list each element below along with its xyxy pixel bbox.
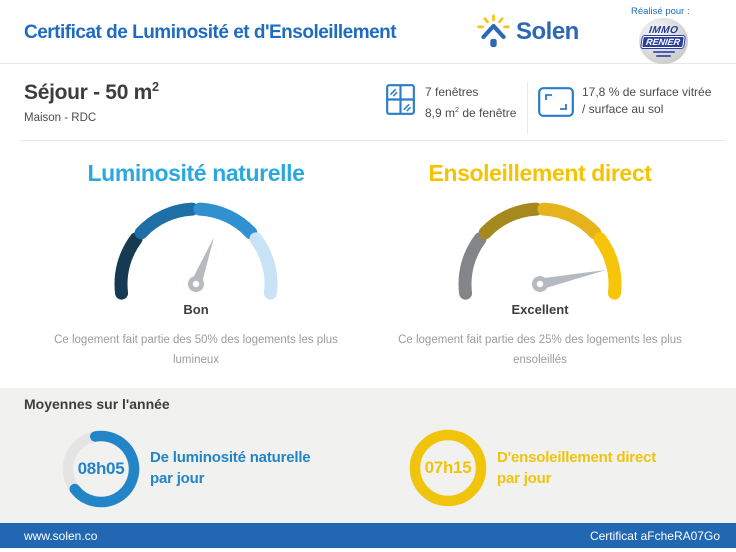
badge-renier-text: RENIER [642,36,686,48]
sunlight-rating: Excellent [511,302,569,317]
client-badge-logo [639,18,688,64]
badge-immo-text: IMMO [648,24,679,36]
certificate-id: Certificat aFcheRA07Go [589,528,720,543]
sunlight-description: Ce logement fait partie des 25% des logements les plus ensoleillés [398,334,682,366]
luminosity-gauge-title: Luminosité naturelle [87,160,305,186]
realized-for-label: Réalisé pour : [631,6,690,17]
solen-logo [477,14,579,49]
luminosity-description: Ce logement fait partie des 50% des logements les plus lumineux [54,334,338,366]
badge-decorative-line [653,51,675,53]
horizontal-divider [20,140,726,141]
solen-brand-name: Solen [516,17,579,45]
header [0,0,736,64]
sunlight-gauge [390,164,690,309]
yearly-averages-panel [0,388,736,523]
glazing-info [582,84,711,118]
glazed-surface-icon [538,87,574,117]
footer-website: www.solen.co [24,528,98,543]
windows-info [425,84,516,122]
glazing-ratio: 17,8 % de surface vitrée [582,85,712,99]
windows-area: 8,9 $m^2$ de fenêtre [425,105,517,120]
sunlight-hours-value: 07h15 [424,458,472,477]
daylight-hours-value: 08h05 [77,459,125,478]
window-icon [386,84,415,115]
vertical-divider [527,82,528,134]
sunlight-hours-ring [405,425,491,511]
windows-count: 7 fenêtres [425,85,479,99]
page-title: Certificat de Luminosité et d'Ensoleillement [24,22,397,43]
sunlight-hours-label: D'ensoleillement direct par jour [497,449,657,487]
footer-bar [0,523,736,548]
daylight-hours-ring [58,426,144,512]
luminosity-rating: Bon [183,302,209,317]
solen-house-sun-icon [477,14,510,49]
room-subtitle: Maison - RDC [24,112,97,124]
luminosity-gauge [46,164,346,309]
daylight-hours-label: De luminosité naturelle par jour [150,449,311,487]
room-title: Séjour - 50 $m^2$ [24,80,159,104]
badge-decorative-line [656,55,671,57]
sunlight-gauge-title: Ensoleillement direct [428,160,652,186]
averages-title: Moyennes sur l'année [24,396,170,412]
glazing-ratio-denominator: / surface au sol [582,102,664,116]
